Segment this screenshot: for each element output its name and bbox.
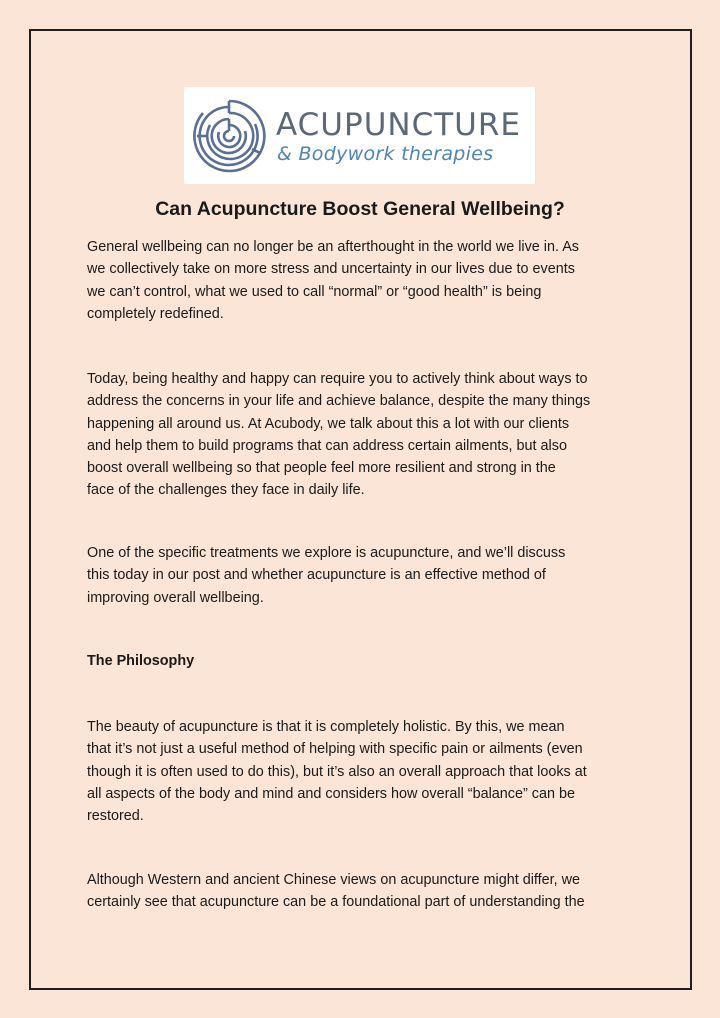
paragraph-line: we can’t control, what we used to call “normal” or “good health” is being bbox=[87, 283, 542, 300]
paragraph-line: this today in our post and whether acupuncture is an effective method of bbox=[87, 567, 546, 584]
paragraph-line: General wellbeing can no longer be an afterthought in the world we live in. As bbox=[87, 239, 579, 255]
paragraph-line: boost overall wellbeing so that people feel more resilient and strong in the bbox=[87, 460, 556, 477]
paragraph-line: improving overall wellbeing. bbox=[87, 589, 264, 606]
logo-brand-text: ACUPUNCTURE bbox=[276, 107, 521, 143]
section-heading: The Philosophy bbox=[87, 653, 195, 669]
paragraph-line: that it’s not just a useful method of helping with specific pain or ailments (even bbox=[87, 741, 583, 758]
paragraph-line: certainly see that acupuncture can be a foundational part of understanding the bbox=[87, 894, 585, 911]
logo bbox=[184, 87, 535, 184]
paragraph-treatments bbox=[87, 542, 647, 609]
paragraph-line: face of the challenges they face in daily life. bbox=[87, 482, 365, 499]
paragraph-line: and help them to build programs that can address certain ailments, but also bbox=[87, 437, 567, 454]
paragraph-line: restored. bbox=[87, 808, 144, 825]
paragraph-line: completely redefined. bbox=[87, 305, 224, 322]
logo-tagline-text: & Bodywork therapies bbox=[277, 143, 494, 165]
paragraph-line: Today, being healthy and happy can require you to actively think about ways to bbox=[87, 371, 588, 387]
paragraph-intro bbox=[87, 236, 647, 325]
maze-circle-icon bbox=[184, 87, 274, 184]
page-title: Can Acupuncture Boost General Wellbeing? bbox=[155, 198, 565, 220]
paragraph-line: we collectively take on more stress and uncertainty in our lives due to events bbox=[87, 261, 575, 278]
paragraph-line: One of the specific treatments we explore is acupuncture, and we’ll discuss bbox=[87, 545, 566, 561]
paragraph-line: The beauty of acupuncture is that it is completely holistic. By this, we mean bbox=[87, 719, 565, 735]
paragraph-today bbox=[87, 368, 647, 502]
paragraph-line: all aspects of the body and mind and considers how overall “balance” can be bbox=[87, 785, 575, 802]
paragraph-line: address the concerns in your life and achieve balance, despite the many things bbox=[87, 393, 591, 410]
paragraph-line: though it is often used to do this), but it’s also an overall approach that looks at bbox=[87, 763, 587, 780]
paragraph-western bbox=[87, 869, 647, 914]
paragraph-holistic bbox=[87, 716, 647, 827]
paragraph-line: happening all around us. At Acubody, we talk about this a lot with our clients bbox=[87, 415, 570, 432]
paragraph-line: Although Western and ancient Chinese views on acupuncture might differ, we bbox=[87, 872, 581, 888]
